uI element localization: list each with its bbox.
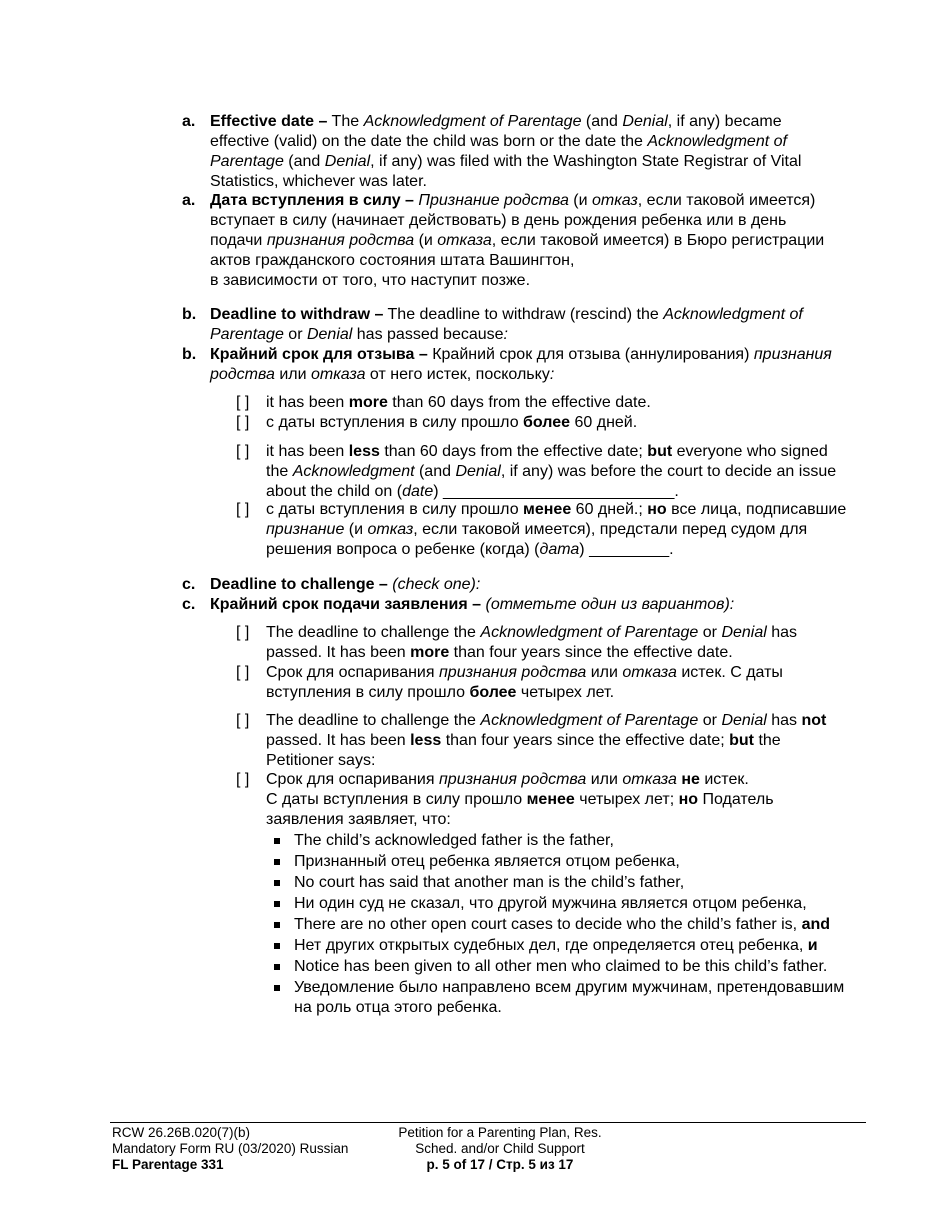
section-b-marker: b. bbox=[182, 306, 197, 323]
square-bullet-icon bbox=[274, 943, 280, 949]
section-a-russian: a. Дата вступления в силу – Признание родства (и отказ, если таковой имеется) вступает в силу (начинает действовать) в день рождения ребенка или в день подачи признания родства (и отказа, если таковой имеется) в Бюро регистрации актов гражданского состояния штата Вашингтон, в зависимости от того, что наступит позже. bbox=[182, 192, 825, 289]
list-item: Нет других открытых судебных дел, где определяется отец ребенка, и bbox=[270, 936, 850, 956]
square-bullet-icon bbox=[274, 859, 280, 865]
footer-center bbox=[370, 1125, 630, 1173]
section-c-russian: c. Крайний срок подачи заявления – (отметьте один из вариантов): bbox=[182, 596, 735, 613]
checkbox-withdraw-less-60-ru[interactable]: [ ] bbox=[236, 501, 250, 518]
section-a-english: a. Effective date – The Acknowledgment of Parentage (and Denial, if any) became effective (valid) on the date the child was born or the date the Acknowledgment of Parentage (and Denial, if any) was filed with the Washington State Registrar of Vital Statistics, whichever was later. bbox=[182, 113, 802, 190]
square-bullet-icon bbox=[274, 985, 280, 991]
section-b-english: b. Deadline to withdraw – The deadline to withdraw (rescind) the Acknowledgment of Parentage or Denial has passed because: bbox=[182, 306, 803, 343]
list-item: The child’s acknowledged father is the father, bbox=[270, 831, 850, 851]
challenge-option-not-passed: [ ] The deadline to challenge the Acknowledgment of Parentage or Denial has not passed. It has been less than four years since the effective date; but the Petitioner says: bbox=[236, 712, 827, 769]
checkbox-challenge-not-passed-ru[interactable]: [ ] bbox=[236, 771, 250, 788]
square-bullet-icon bbox=[274, 922, 280, 928]
court-date-blank[interactable]: ) __________________________. bbox=[433, 483, 679, 500]
deadline-withdraw-heading-ru: Крайний срок для отзыва – bbox=[210, 346, 428, 363]
checkbox-withdraw-more-60[interactable]: [ ] bbox=[236, 394, 250, 411]
challenge-option-passed-ru: [ ] Срок для оспаривания признания родства или отказа истек. С даты вступления в силу прошло более четырех лет. bbox=[236, 664, 783, 701]
withdraw-option-less-60-days: [ ] it has been less than 60 days from the effective date; but everyone who signed the Acknowledgment (and Denial, if any) was before the court to decide an issue about the child on (date) __________________________. bbox=[236, 443, 837, 500]
footer-form-id: Mandatory Form RU (03/2020) Russian bbox=[112, 1141, 349, 1156]
footer-divider bbox=[110, 1122, 866, 1123]
court-date-blank-ru[interactable]: ) _________. bbox=[579, 541, 674, 558]
section-b-russian: b. Крайний срок для отзыва – Крайний срок для отзыва (аннулирования) признания родства или отказа от него истек, поскольку: bbox=[182, 346, 832, 383]
deadline-withdraw-heading: Deadline to withdraw – bbox=[210, 306, 384, 323]
deadline-challenge-heading: Deadline to challenge – bbox=[210, 576, 388, 593]
deadline-challenge-heading-ru: Крайний срок подачи заявления – bbox=[210, 596, 482, 613]
checkbox-withdraw-more-60-ru[interactable]: [ ] bbox=[236, 414, 250, 431]
withdraw-option-more-60-days: [ ] it has been more than 60 days from the effective date. bbox=[236, 394, 651, 411]
petitioner-statements-list bbox=[270, 831, 850, 1019]
withdraw-option-less-60-days-ru: [ ] с даты вступления в силу прошло менее 60 дней.; но все лица, подписавшие признание (и отказ, если таковой имеется), предстали перед судом для решения вопроса о ребенке (когда) (дата) _________. bbox=[236, 501, 847, 558]
list-item: No court has said that another man is the child’s father, bbox=[270, 873, 850, 893]
checkbox-challenge-not-passed[interactable]: [ ] bbox=[236, 712, 250, 729]
square-bullet-icon bbox=[274, 880, 280, 886]
list-item: Уведомление было направлено всем другим мужчинам, претендовавшим на роль отца этого ребенка. bbox=[270, 978, 850, 1018]
footer-form-name: FL Parentage 331 bbox=[112, 1157, 224, 1172]
challenge-option-passed: [ ] The deadline to challenge the Acknowledgment of Parentage or Denial has passed. It has been more than four years since the effective date. bbox=[236, 624, 798, 661]
section-a-marker: a. bbox=[182, 113, 196, 130]
square-bullet-icon bbox=[274, 838, 280, 844]
footer-left bbox=[112, 1125, 348, 1173]
footer-rcw: RCW 26.26B.020(7)(b) bbox=[112, 1125, 251, 1140]
list-item: Ни один суд не сказал, что другой мужчина является отцом ребенка, bbox=[270, 894, 850, 914]
list-item: There are no other open court cases to decide who the child’s father is, and bbox=[270, 915, 850, 935]
footer-page-number: p. 5 of 17 / Стр. 5 из 17 bbox=[426, 1157, 574, 1172]
list-item: Notice has been given to all other men who claimed to be this child’s father. bbox=[270, 957, 850, 977]
challenge-option-not-passed-ru: [ ] Срок для оспаривания признания родства или отказа не истек. С даты вступления в силу прошло менее четырех лет; но Податель заявления заявляет, что: bbox=[236, 771, 774, 828]
effective-date-heading: Effective date – bbox=[210, 113, 328, 130]
effective-date-heading-ru: Дата вступления в силу – bbox=[210, 192, 414, 209]
section-c-english: c. Deadline to challenge – (check one): bbox=[182, 576, 481, 593]
checkbox-challenge-passed[interactable]: [ ] bbox=[236, 624, 250, 641]
footer-title-1: Petition for a Parenting Plan, Res. bbox=[398, 1125, 602, 1140]
square-bullet-icon bbox=[274, 901, 280, 907]
section-c-marker: c. bbox=[182, 576, 196, 593]
list-item: Признанный отец ребенка является отцом ребенка, bbox=[270, 852, 850, 872]
checkbox-challenge-passed-ru[interactable]: [ ] bbox=[236, 664, 250, 681]
checkbox-withdraw-less-60[interactable]: [ ] bbox=[236, 443, 250, 460]
footer-title-2: Sched. and/or Child Support bbox=[415, 1141, 585, 1156]
withdraw-option-more-60-days-ru: [ ] с даты вступления в силу прошло более 60 дней. bbox=[236, 414, 638, 431]
square-bullet-icon bbox=[274, 964, 280, 970]
